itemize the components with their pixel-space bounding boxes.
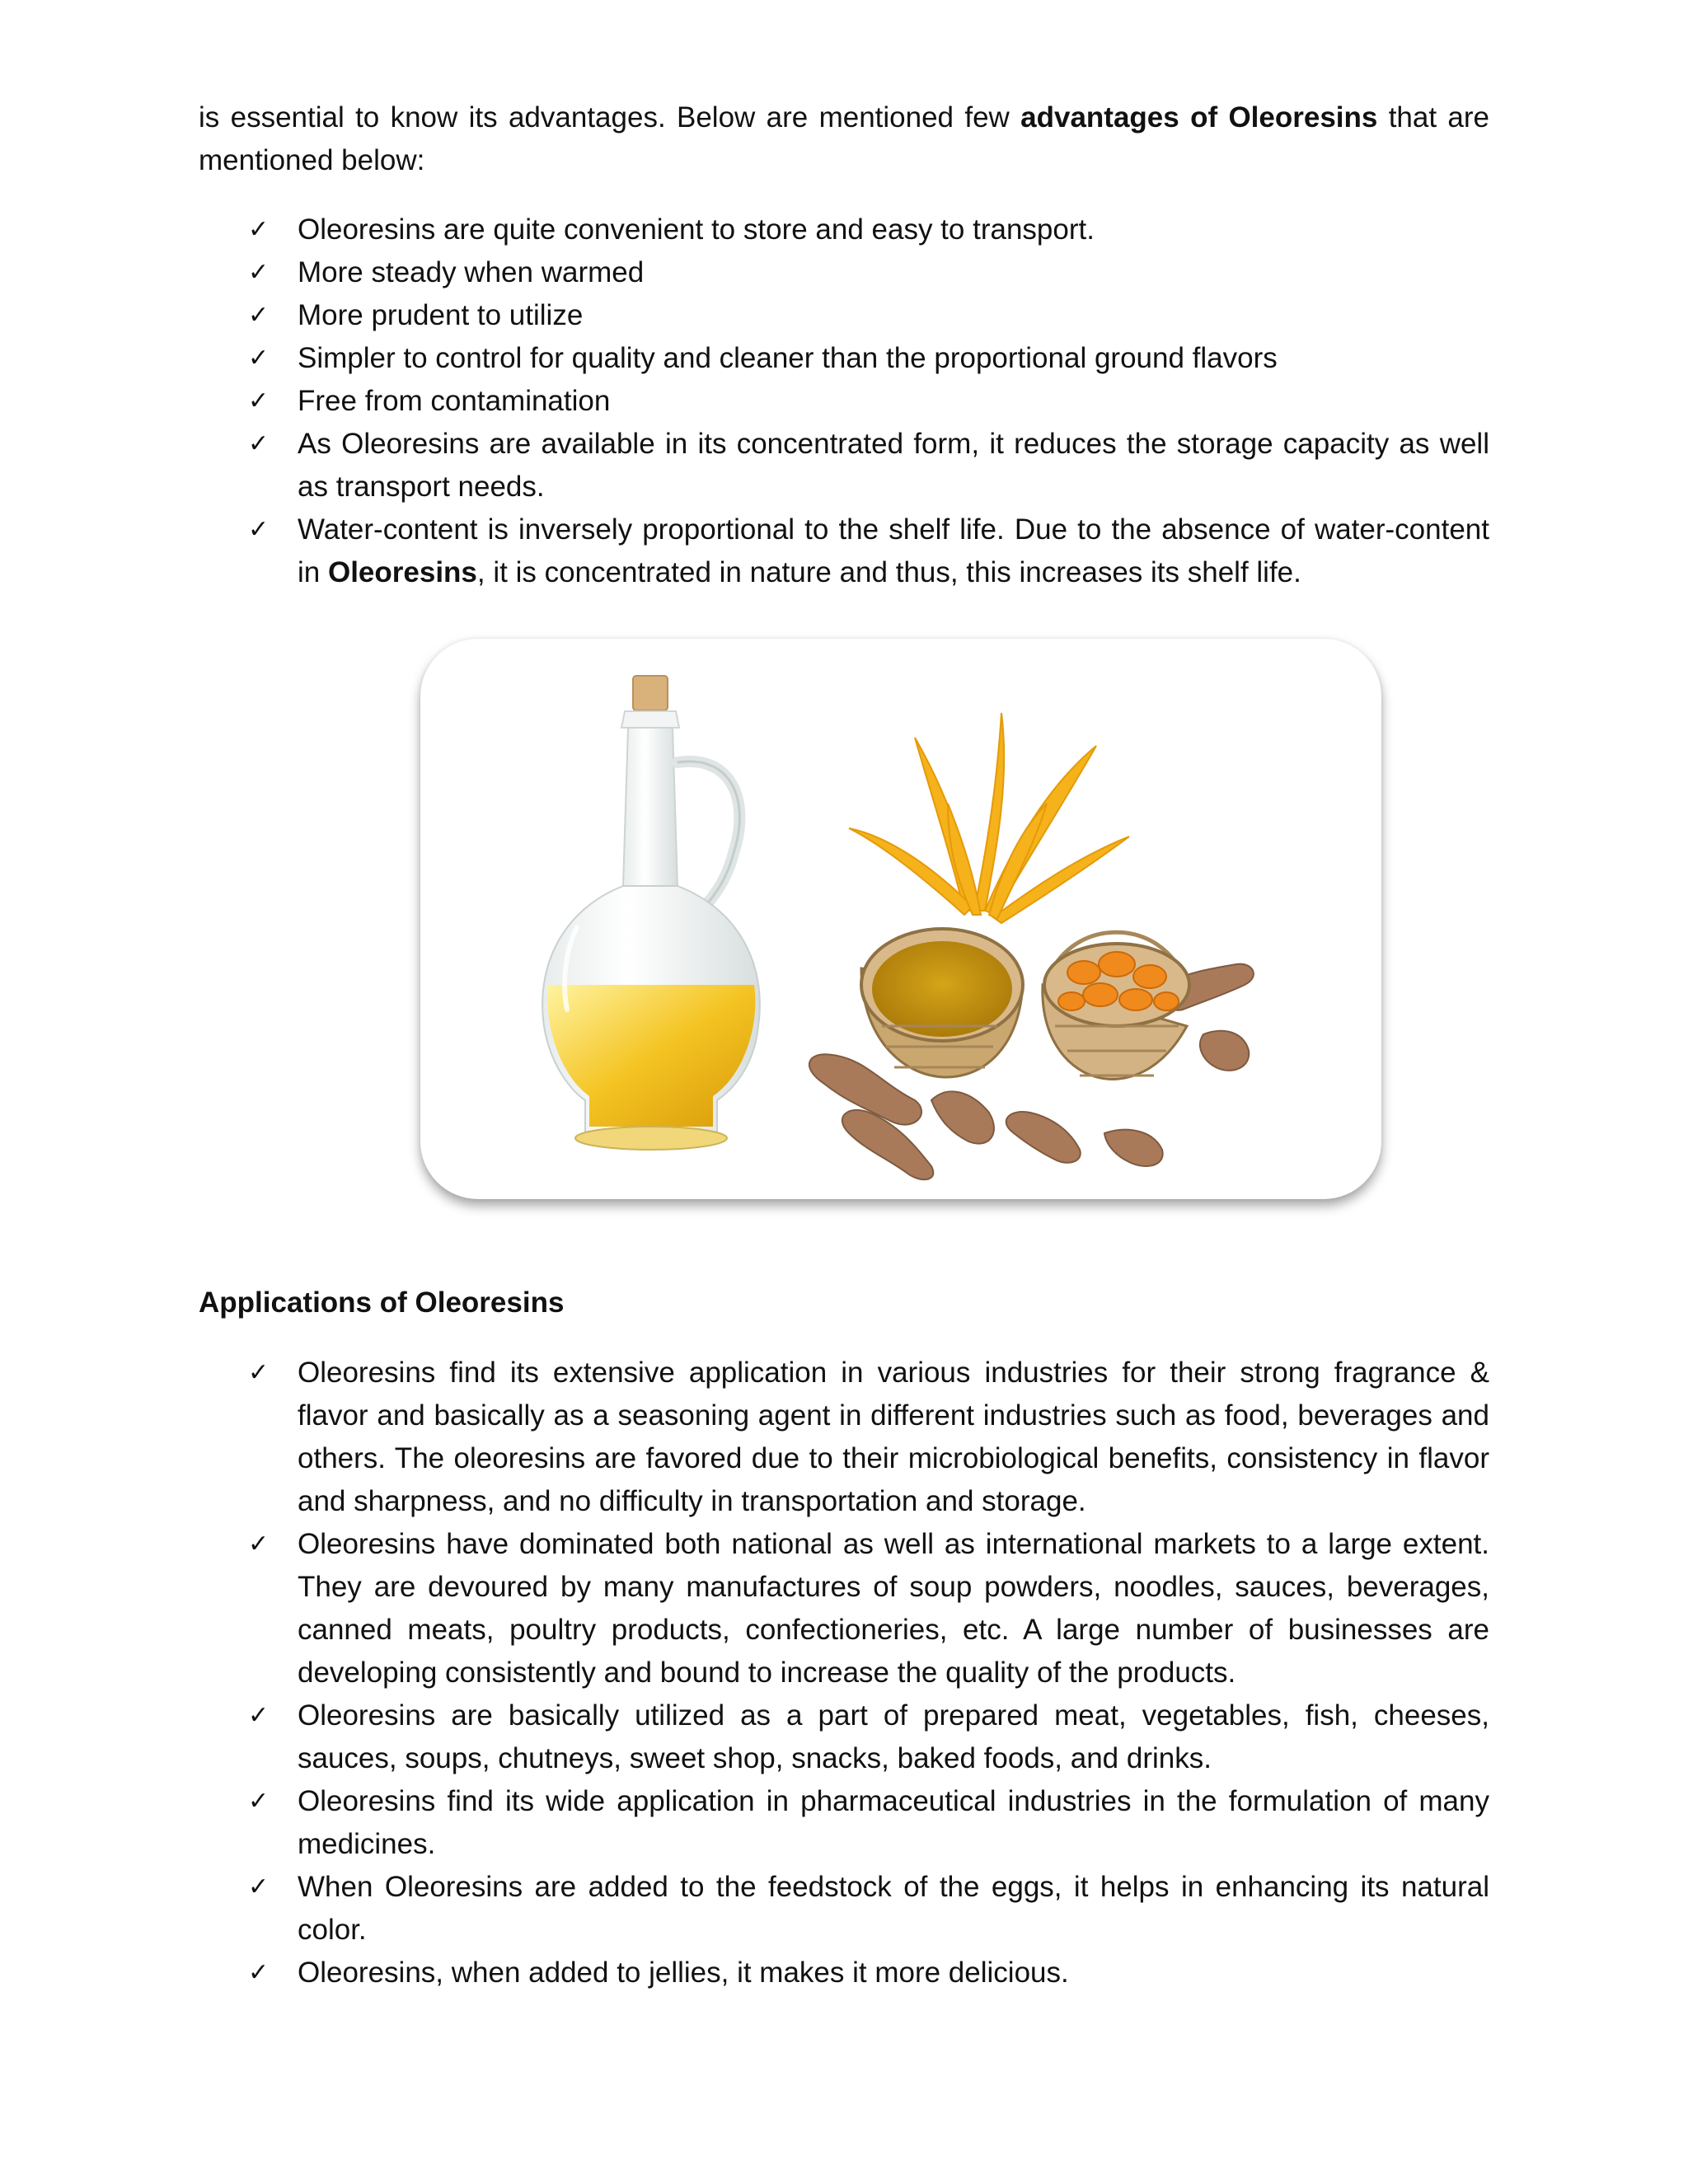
checkmark-icon: ✓ — [248, 1530, 270, 1558]
checkmark-icon: ✓ — [248, 1787, 270, 1816]
list-item — [199, 1694, 1489, 1780]
list-item-text-start: Water-content is inversely proportional to the shelf life. Due to the absence of water-content in — [298, 513, 1489, 588]
list-item-text: As Oleoresins are available in its concentrated form, it reduces the storage capacity as well as transport needs. — [298, 428, 1489, 503]
applications-list — [199, 1352, 1489, 1994]
list-item-text: Oleoresins are basically utilized as a part of prepared meat, vegetables, fish, cheeses, sauces, soups, chutneys, sweet shop, snacks, baked foods, and drinks. — [298, 1699, 1489, 1774]
intro-text-start: is essential to know its advantages. Below are mentioned few — [199, 101, 1021, 134]
list-item-text: Oleoresins are quite convenient to store and easy to transport. — [298, 213, 1095, 246]
list-item — [199, 423, 1489, 509]
list-item-text: Oleoresins find its extensive application in various industries for their strong fragrance & flavor and basically as a seasoning agent in different industries such as food, beverages and others. The oleoresins are favored due to their microbiological benefits, consistency in flavor and sharpness, and no difficulty in transportation and storage. — [298, 1357, 1489, 1517]
turmeric-flower — [849, 713, 1129, 923]
intro-paragraph — [199, 96, 1489, 182]
list-item — [199, 509, 1489, 594]
list-item-text-end: , it is concentrated in nature and thus, this increases its shelf life. — [476, 556, 1301, 588]
list-item-text: More steady when warmed — [298, 256, 645, 288]
checkmark-icon: ✓ — [248, 1358, 270, 1387]
advantages-list — [199, 209, 1489, 594]
checkmark-icon: ✓ — [248, 215, 270, 244]
checkmark-icon: ✓ — [248, 258, 270, 287]
applications-heading: Applications of Oleoresins — [199, 1286, 565, 1319]
checkmark-icon: ✓ — [248, 1872, 270, 1901]
list-item-bold: Oleoresins — [327, 556, 477, 588]
list-item-text: Oleoresins find its wide application in pharmaceutical industries in the formulation of many medicines. — [298, 1785, 1489, 1860]
list-item — [199, 1523, 1489, 1694]
list-item — [199, 337, 1489, 380]
list-item-text: Free from contamination — [298, 385, 611, 417]
checkmark-icon: ✓ — [248, 387, 270, 415]
list-item-text: When Oleoresins are added to the feedstock of the eggs, it helps in enhancing its natural color. — [298, 1871, 1489, 1946]
list-item — [199, 1952, 1489, 1994]
oleoresin-turmeric-photo — [420, 639, 1381, 1199]
list-item — [199, 1352, 1489, 1523]
list-item — [199, 1866, 1489, 1952]
list-item — [199, 380, 1489, 423]
intro-text-end: that are mentioned below: — [199, 101, 1489, 176]
sliced-turmeric-basket — [1043, 932, 1189, 1079]
list-item — [199, 209, 1489, 251]
list-item — [199, 1780, 1489, 1866]
list-item — [199, 251, 1489, 294]
checkmark-icon: ✓ — [248, 429, 270, 458]
list-item — [199, 294, 1489, 337]
list-item-text: Oleoresins, when added to jellies, it makes it more delicious. — [298, 1957, 1069, 1989]
checkmark-icon: ✓ — [248, 515, 270, 544]
list-item-text: More prudent to utilize — [298, 299, 584, 331]
list-item-text: Oleoresins have dominated both national as well as international markets to a large extent. They are devoured by many manufactures of soup powders, noodles, sauces, beverages, canned meats, poultry products, confectioneries, etc. A large number of businesses are developing consistently and bound to increase the quality of the products. — [298, 1528, 1489, 1689]
checkmark-icon: ✓ — [248, 344, 270, 373]
checkmark-icon: ✓ — [248, 1958, 270, 1987]
list-item-text: Simpler to control for quality and cleaner than the proportional ground flavors — [298, 342, 1278, 374]
oil-bottle — [542, 676, 760, 1150]
powder-basket — [861, 929, 1023, 1077]
checkmark-icon: ✓ — [248, 1701, 270, 1730]
checkmark-icon: ✓ — [248, 301, 270, 330]
intro-bold-phrase: advantages of Oleoresins — [1020, 101, 1378, 134]
